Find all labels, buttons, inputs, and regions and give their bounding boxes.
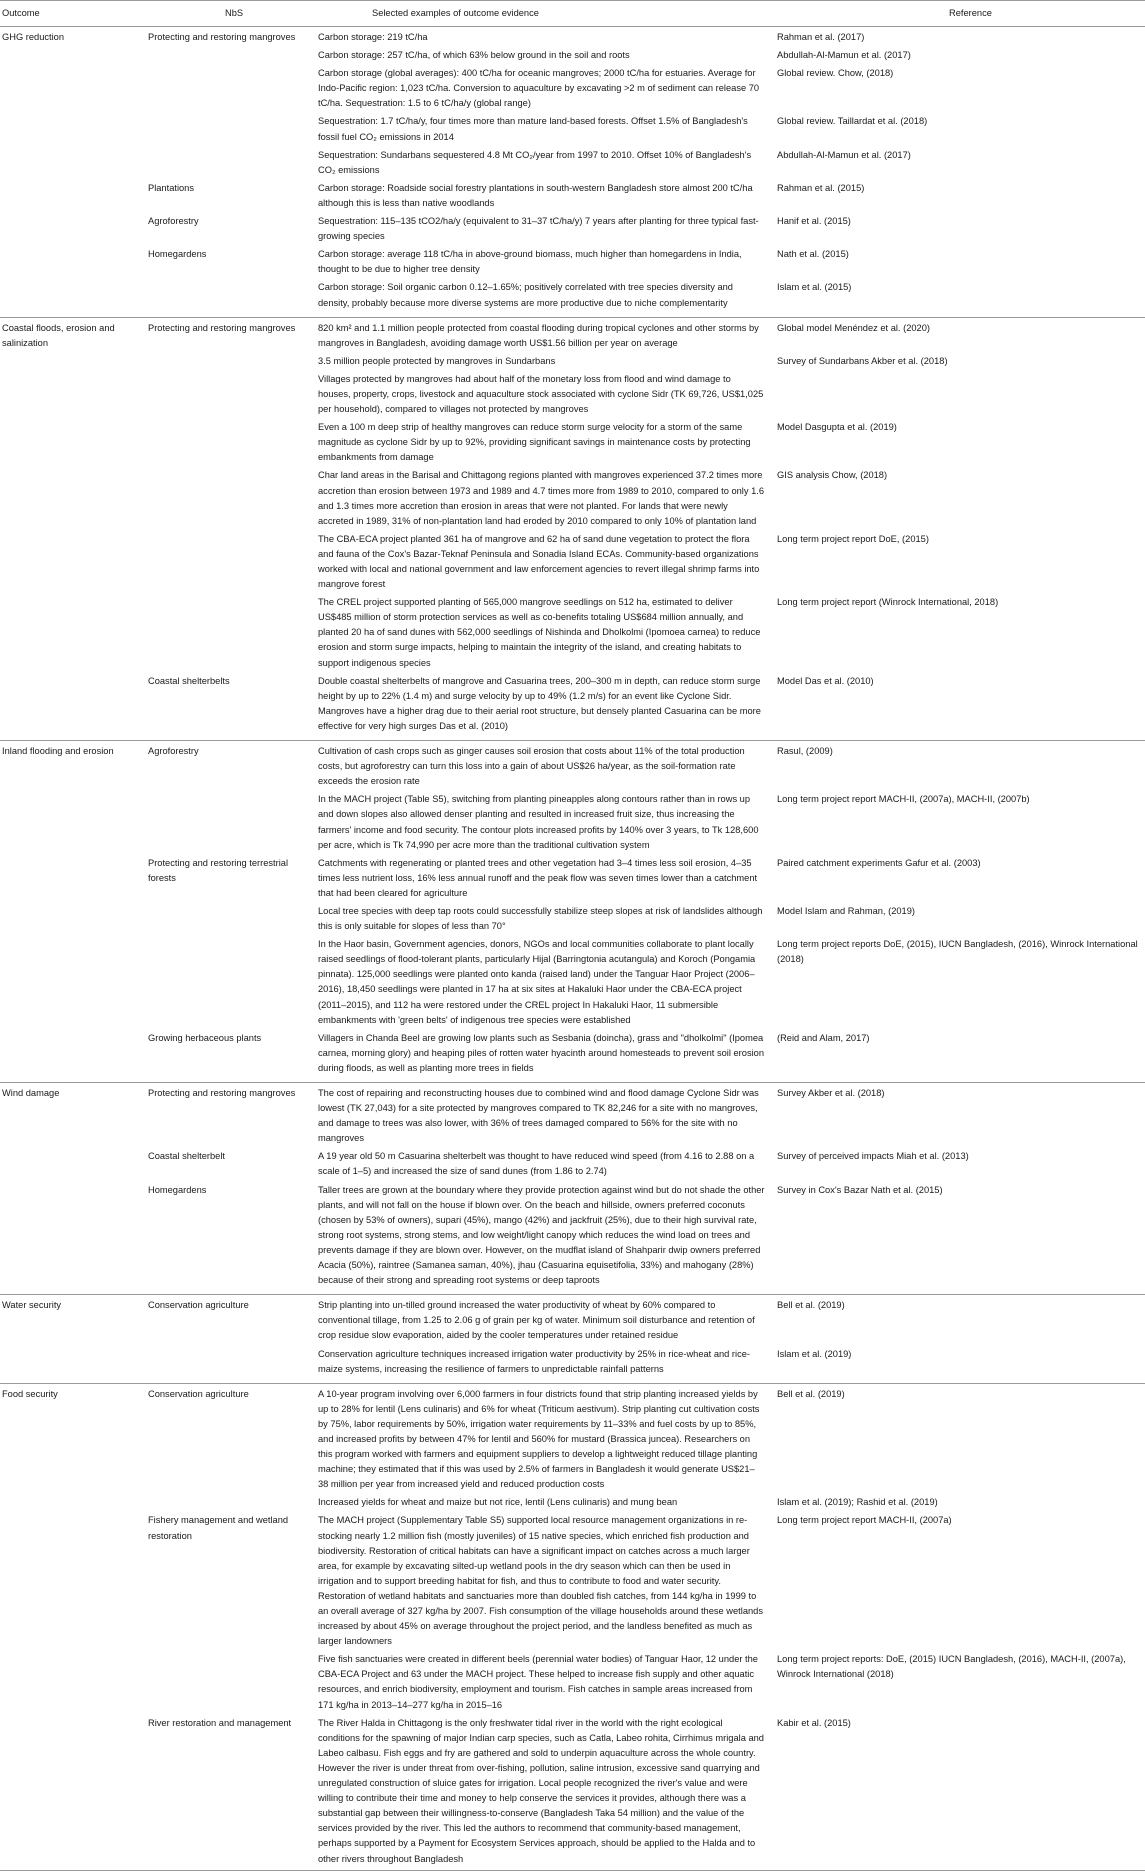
header-outcome: Outcome xyxy=(0,1,147,27)
outcome-cell xyxy=(0,1492,147,1510)
evidence-cell: Conservation agriculture techniques increased irrigation water productivity by 25% in rice-wheat and rice-maize systems, increasing the resilience of farmers to unpredictable rainfall patterns xyxy=(318,1348,751,1374)
nbs-cell xyxy=(147,1344,316,1384)
outcome-cell xyxy=(0,369,147,417)
reference-cell: Paired catchment experiments Gafur et al. (2003) xyxy=(777,857,981,868)
reference-cell: Global review. Chow, (2018) xyxy=(777,68,894,79)
reference-cell: Model Islam and Rahman, (2019) xyxy=(777,905,915,916)
outcome-cell xyxy=(0,244,147,277)
evidence-cell: Carbon storage: 219 tC/ha xyxy=(316,27,775,46)
reference-cell: Abdullah-Al-Mamun et al. (2017) xyxy=(777,50,911,61)
evidence-cell: Villagers in Chanda Beel are growing low plants such as Sesbania (doincha), grass and "dholkolmi" (Ipomea carnea, morning glory) and heaping piles of rotten water hyacinth around homesteads to prevent soil erosion during floods, as well as planting more trees in fields xyxy=(318,1032,764,1073)
reference-cell: Kabir et al. (2015) xyxy=(775,1713,1145,1870)
table-row xyxy=(0,934,1145,1028)
nbs-cell xyxy=(147,934,316,1028)
evidence-cell: Strip planting into un-tilled ground increased the water productivity of wheat by 60% compared to conventional tillage, from 1.25 to 2.06 g of grain per kg of water. Minimum soil disturbance and retention of crop residue slow evaporation, aided by the cooler temperatures under retained residue xyxy=(316,1295,775,1344)
evidence-cell: Increased yields for wheat and maize but not rice, lentil (Lens culinaris) and mung bean xyxy=(318,1497,678,1508)
reference-cell: Survey Akber et al. (2018) xyxy=(775,1083,1145,1147)
nbs-cell: Protecting and restoring terrestrial forests xyxy=(148,857,289,883)
reference-cell: Model Dasgupta et al. (2019) xyxy=(777,422,897,433)
table-row xyxy=(0,1083,1145,1147)
table-row xyxy=(0,741,1145,790)
table-row xyxy=(0,529,1145,592)
reference-cell: Nath et al. (2015) xyxy=(777,249,849,260)
table-row xyxy=(0,317,1145,351)
nbs-cell: Protecting and restoring mangroves xyxy=(147,1083,316,1147)
nbs-cell xyxy=(147,145,316,178)
outcome-cell xyxy=(0,211,147,244)
reference-cell: Long term project reports: DoE, (2015) IUCN Bangladesh, (2016), MACH-II, (2007a), Winrock International (2018) xyxy=(777,1654,1126,1680)
nbs-cell: Fishery management and wetland restoration xyxy=(148,1515,289,1541)
table-row xyxy=(0,1180,1145,1295)
evidence-cell: A 19 year old 50 m Casuarina shelterbelt was thought to have reduced wind speed (from 4.16 to 2.88 on a scale of 1–5) and increased the size of sand dunes (from 1.86 to 2.74) xyxy=(318,1151,755,1177)
nbs-cell xyxy=(147,63,316,111)
reference-cell: Global review. Taillardat et al. (2018) xyxy=(777,116,928,127)
reference-cell: Islam et al. (2019); Rashid et al. (2019) xyxy=(777,1497,938,1508)
reference-cell: Abdullah-Al-Mamun et al. (2017) xyxy=(777,149,911,160)
reference-cell: Global model Menéndez et al. (2020) xyxy=(775,317,1145,351)
reference-cell: Survey in Cox's Bazar Nath et al. (2015) xyxy=(777,1184,943,1195)
nbs-cell: Agroforestry xyxy=(148,216,199,227)
table-row xyxy=(0,789,1145,852)
nbs-cell xyxy=(147,1492,316,1510)
nbs-cell: Coastal shelterbelts xyxy=(148,675,230,686)
evidence-cell: In the MACH project (Table S5), switching from planting pineapples along contours rather than in rows up and down slopes also allowed denser planting and resulted in increased fruit size, thus increasing the farmers' income and food security. The contour plots increased profits by 140% over 3 years, to Tk 128,600 per acre, which is Tk 74,990 per acre more than the traditional cultivation system xyxy=(318,794,759,850)
table-header xyxy=(0,1,1145,27)
reference-cell: GIS analysis Chow, (2018) xyxy=(777,470,888,481)
nbs-cell xyxy=(147,465,316,528)
evidence-cell: Taller trees are grown at the boundary where they provide protection against wind but do not shade the other plants, and will not fall on the house if blown over. On the beach and hillside, owners preferred coconuts (chosen by 53% of owners), supari (45%), mango (42%) and jackfruit (25%), due to their high survival rate, strong root systems, strong stems, and low weight/light canopy which reduces the wind load on trees and prevents damage if they are blown over. However, on the mudflat island of Shahparir dwip owners preferred Acacia (50%), raintree (Samanea saman, 40%), jhau (Casuarina equisetifolia, 33%) and mahogany (28%) because of their strong and spreading root systems or deep taproots xyxy=(318,1184,765,1286)
evidence-cell: A 10-year program involving over 6,000 farmers in four districts found that strip planting increased yields by up to 28% for lentil (Lens culinaris) and 6% for wheat (Triticum aestivum). Strip planting cut cultivation costs by 75%, labor requirements by 50%, irrigation water requirements by 11–33% and fuel costs by up to 85%, and increased profits by between 47% for lentil and 560% for mustard (Brassica juncea). Researchers on this program worked with farmers and equipment suppliers to develop a lightweight reduced tillage planting machine; they estimated that if this was used by 2.5% of farmers in Bangladesh it would generate US$21–38 million per year from increased yield and reduced production costs xyxy=(316,1383,775,1492)
evidence-cell: Carbon storage: average 118 tC/ha in above-ground biomass, much higher than homegardens in India, thought to be due to higher tree density xyxy=(318,249,742,275)
table-row xyxy=(0,211,1145,244)
table-row xyxy=(0,417,1145,465)
outcome-cell xyxy=(0,417,147,465)
evidence-cell: Carbon storage (global averages): 400 tC/ha for oceanic mangroves; 2000 tC/ha for estuaries. Average for Indo-Pacific region: 1,023 tC/ha. Conversion to aquaculture by excavating >2 m of sediment can release 70 tC/ha. Sequestration: 1.5 to 6 tC/ha/y (global range) xyxy=(318,68,760,109)
table-row xyxy=(0,853,1145,901)
reference-cell: Rahman et al. (2015) xyxy=(777,182,865,193)
outcome-cell xyxy=(0,1344,147,1384)
outcome-cell: Coastal floods, erosion and salinization xyxy=(0,317,147,351)
table-row xyxy=(0,1383,1145,1492)
evidence-cell: The River Halda in Chittagong is the only freshwater tidal river in the world with the right ecological conditions for the spawning of major Indian carp species, such as Catla, Labeo rohita, Cirrhimus mrigala and Labeo calbasu. Fish eggs and fry are gathered and sold to underpin aquaculture across the whole country. However the river is under threat from over-fishing, pollution, saline intrusion, excessive sand quarrying and unregulated construction of sluice gates for irrigation. Local people recognized the river's value and were willing to contribute their time and money to help conserve the services it provides, although there was a substantial gap between their willingness-to-conserve (Bangladesh Taka 54 million) and the value of the services provided by the river. This led the authors to recommend that community-based management, perhaps supported by a Payment for Ecosystem Services approach, should be applied to the Halda and to other rivers throughout Bangladesh xyxy=(316,1713,775,1870)
outcome-cell xyxy=(0,465,147,528)
table-row xyxy=(0,1028,1145,1083)
nbs-cell: Agroforestry xyxy=(147,741,316,790)
evidence-cell: Cultivation of cash crops such as ginger causes soil erosion that costs about 11% of the total production costs, but agroforestry can turn this loss into a gain of about US$26 ha/year, as the soil-formation rate exceeds the erosion rate xyxy=(316,741,775,790)
outcome-cell xyxy=(0,1180,147,1295)
reference-cell: Survey of Sundarbans Akber et al. (2018) xyxy=(777,355,948,366)
evidence-cell: The CBA-ECA project planted 361 ha of mangrove and 62 ha of sand dune vegetation to protect the flora and fauna of the Cox's Bazar-Teknaf Peninsula and Sonadia Island ECAs. Community-based organizations worked with local and national government and law enforcement agencies to revert illegal shrimp farms into mangrove forest xyxy=(318,533,760,590)
evidence-cell: Carbon storage: Roadside social forestry plantations in south-western Bangladesh store almost 200 tC/ha although this is less than native woodlands xyxy=(318,182,753,208)
header-row xyxy=(0,1,1145,27)
table-row xyxy=(0,901,1145,934)
outcome-cell xyxy=(0,45,147,63)
nbs-cell: Plantations xyxy=(148,182,194,193)
outcome-cell xyxy=(0,934,147,1028)
evidence-cell: Double coastal shelterbelts of mangrove and Casuarina trees, 200–300 m in depth, can reduce storm surge height by up to 22% (1.4 m) and surge velocity by up to 49% (1.2 m/s) for an event like Cyclone Sidr. Mangroves have a higher drag due to their aerial root structure, but densely planted Casuarina can be more effective for very high surges Das et al. (2010) xyxy=(318,675,761,731)
reference-cell: Long term project report MACH-II, (2007a), MACH-II, (2007b) xyxy=(777,794,1030,805)
outcome-cell: Wind damage xyxy=(0,1083,147,1147)
nbs-cell: Homegardens xyxy=(148,1184,207,1195)
evidence-cell: Catchments with regenerating or planted trees and other vegetation had 3–4 times less soil erosion, 4–35 times less nutrient loss, 16% less annual runoff and the peak flow was seven times lower than a catchment that had been cleared for agriculture xyxy=(318,857,758,898)
reference-cell: Rasul, (2009) xyxy=(775,741,1145,790)
outcome-cell xyxy=(0,592,147,670)
evidence-cell: 3.5 million people protected by mangroves in Sundarbans xyxy=(318,355,556,366)
outcome-cell xyxy=(0,1028,147,1083)
reference-cell: Long term project reports DoE, (2015), IUCN Bangladesh, (2016), Winrock International (2018) xyxy=(777,939,1138,965)
reference-cell: Islam et al. (2015) xyxy=(777,282,852,293)
reference-cell: Long term project report (Winrock International, 2018) xyxy=(777,597,999,608)
table-row xyxy=(0,1649,1145,1712)
table-row xyxy=(0,671,1145,741)
table-row xyxy=(0,45,1145,63)
evidence-cell: Sequestration: 1.7 tC/ha/y, four times more than mature land-based forests. Offset 1.5% of Bangladesh's fossil fuel CO₂ emissions in 2014 xyxy=(318,116,748,142)
nbs-cell: Conservation agriculture xyxy=(147,1383,316,1492)
evidence-cell: The MACH project (Supplementary Table S5) supported local resource management organizations in re-stocking nearly 1.2 million fish (mostly juveniles) of 15 native species, which enriched fish production and biodiversity. Restoration of critical habitats can have a significant impact on catches across a much larger area, for example by excavating silted-up wetland pools in the dry season which can then be used in irrigation and to support breeding habitat for fish, and thus to contribute to food and water security. Restoration of wetland habitats and sanctuaries more than doubled fish catches, from 144 kg/ha in 1999 to an overall average of 327 kg/ha by 2007. Fish consumption of the village households around these wetlands increased by about 45% on average throughout the project period, and the landless benefited as much as larger landowners xyxy=(318,1515,763,1647)
reference-cell: Long term project report DoE, (2015) xyxy=(777,533,929,544)
nbs-cell: Homegardens xyxy=(148,249,207,260)
reference-cell: Bell et al. (2019) xyxy=(775,1383,1145,1492)
nbs-cell xyxy=(147,417,316,465)
evidence-cell: Even a 100 m deep strip of healthy mangroves can reduce storm surge velocity for a storm of the same magnitude as cyclone Sidr by up to 92%, providing significant savings in maintenance costs by protecting embankments from damage xyxy=(318,422,751,463)
nbs-cell: Conservation agriculture xyxy=(147,1295,316,1344)
outcome-cell xyxy=(0,63,147,111)
reference-cell: Bell et al. (2019) xyxy=(775,1295,1145,1344)
header-nbs: NbS xyxy=(147,1,316,27)
table-row xyxy=(0,145,1145,178)
table-body xyxy=(0,27,1145,1871)
table-row xyxy=(0,351,1145,369)
table-row xyxy=(0,27,1145,46)
outcome-cell xyxy=(0,853,147,901)
nbs-cell xyxy=(147,369,316,417)
evidence-cell: Five fish sanctuaries were created in different beels (perennial water bodies) of Tanguar Haor, 12 under the CBA-ECA Project and 63 under the MACH project. These helped to increase fish supply and other aquatic resources, and enrich biodiversity, employment and tourism. Fish catches in sample areas increased from 171 kg/ha in 2013–14–277 kg/ha in 2015–16 xyxy=(318,1654,758,1710)
evidence-cell: 820 km² and 1.1 million people protected from coastal flooding during tropical cyclones and other storms by mangroves in Bangladesh, avoiding damage worth US$1.56 billion per year on average xyxy=(316,317,775,351)
outcome-cell xyxy=(0,1146,147,1179)
reference-cell: Islam et al. (2019) xyxy=(777,1348,852,1359)
outcome-cell xyxy=(0,178,147,211)
outcome-cell xyxy=(0,529,147,592)
outcome-cell: GHG reduction xyxy=(0,27,147,46)
evidence-cell: In the Haor basin, Government agencies, donors, NGOs and local communities collaborate to plant locally raised seedlings of flood-tolerant plants, particularly Hijal (Barringtonia acutangula) and Koroch (Pongamia pinnata). 125,000 seedlings were planted onto kanda (raised land) under the Tanguar Haor Project (2006–2016), 18,450 seedlings were planted in 17 ha at six sites at Hakaluki Haor under the CBA-ECA project (2011–2015), and 112 ha were restored under the CREL project In Hakaluki Haor, 11 submersible embankments with 'green belts' of indigenous tree species were established xyxy=(318,939,756,1025)
nbs-cell xyxy=(147,901,316,934)
nbs-cell: Coastal shelterbelt xyxy=(148,1151,225,1162)
reference-cell: Model Das et al. (2010) xyxy=(777,675,874,686)
reference-cell: Hanif et al. (2015) xyxy=(777,216,851,227)
outcome-cell xyxy=(0,901,147,934)
nbs-cell: Protecting and restoring mangroves xyxy=(147,317,316,351)
reference-cell xyxy=(775,369,1145,417)
nbs-cell xyxy=(147,45,316,63)
outcome-cell xyxy=(0,111,147,144)
evidence-cell: Carbon storage: Soil organic carbon 0.12–1.65%; positively correlated with tree species diversity and density, probably because more diverse systems are more productive due to niche complementarity xyxy=(318,282,733,308)
outcome-cell xyxy=(0,1713,147,1870)
outcome-cell: Food security xyxy=(0,1383,147,1492)
nbs-cell xyxy=(147,111,316,144)
evidence-cell: Sequestration: Sundarbans sequestered 4.8 Mt CO₂/year from 1997 to 2010. Offset 10% of Bangladesh's CO₂ emissions xyxy=(318,149,752,175)
outcome-cell: Inland flooding and erosion xyxy=(0,741,147,790)
header-evidence: Selected examples of outcome evidence xyxy=(316,1,775,27)
table-row xyxy=(0,1713,1145,1870)
table-row xyxy=(0,369,1145,417)
outcome-cell xyxy=(0,145,147,178)
table-row xyxy=(0,465,1145,528)
table-row xyxy=(0,1295,1145,1344)
nbs-cell xyxy=(147,529,316,592)
nbs-cell xyxy=(147,789,316,852)
table-row xyxy=(0,63,1145,111)
nbs-cell: Protecting and restoring mangroves xyxy=(147,27,316,46)
outcome-cell xyxy=(0,1649,147,1712)
nbs-cell xyxy=(147,592,316,670)
nbs-cell: River restoration and management xyxy=(147,1713,316,1870)
evidence-cell: Carbon storage: 257 tC/ha, of which 63% below ground in the soil and roots xyxy=(318,50,630,61)
evidence-cell: The cost of repairing and reconstructing houses due to combined wind and flood damage Cyclone Sidr was lowest (TK 27,043) for a site protected by mangroves compared to TK 82,246 for a site with no mangroves, and damage to trees was also lower, with 36% of trees damaged compared to 56% for the site with no mangroves xyxy=(316,1083,775,1147)
nbs-cell: Growing herbaceous plants xyxy=(148,1032,262,1043)
outcome-cell xyxy=(0,1510,147,1649)
evidence-cell: Sequestration: 115–135 tCO2/ha/y (equivalent to 31–37 tC/ha/y) 7 years after planting for three typical fast-growing species xyxy=(318,216,759,242)
nbs-cell xyxy=(147,351,316,369)
nbs-cell xyxy=(147,1649,316,1712)
table-row xyxy=(0,111,1145,144)
reference-cell: (Reid and Alam, 2017) xyxy=(777,1032,870,1043)
reference-cell: Long term project report MACH-II, (2007a) xyxy=(777,1515,952,1526)
table-row xyxy=(0,277,1145,317)
table-row xyxy=(0,1146,1145,1179)
nbs-cell xyxy=(147,277,316,317)
outcome-cell xyxy=(0,277,147,317)
outcome-cell: Water security xyxy=(0,1295,147,1344)
evidence-cell: Local tree species with deep tap roots could successfully stabilize steep slopes at risk of landslides although this is only suitable for slopes of less than 70° xyxy=(318,905,763,932)
table-row xyxy=(0,1510,1145,1649)
header-reference: Reference xyxy=(775,1,1145,27)
table-row xyxy=(0,592,1145,670)
table-row xyxy=(0,178,1145,211)
outcome-cell xyxy=(0,351,147,369)
table-row xyxy=(0,1344,1145,1384)
table-row xyxy=(0,244,1145,277)
outcome-cell xyxy=(0,789,147,852)
table-row xyxy=(0,1492,1145,1510)
reference-cell: Survey of perceived impacts Miah et al. (2013) xyxy=(777,1151,969,1162)
evidence-cell: The CREL project supported planting of 565,000 mangrove seedlings on 512 ha, estimated to deliver US$485 million of storm protection services as well as co-benefits totaling US$684 million annually, and planted 20 ha of sand dunes with 562,000 seedlings of Nishinda and Dholkolmi (Ipomoea carnea) to reduce erosion and storm surge impacts, helping to maintain the integrity of the island, and creating habitats to support indigenous species xyxy=(318,597,761,668)
reference-cell: Rahman et al. (2017) xyxy=(775,27,1145,46)
outcome-cell xyxy=(0,671,147,741)
evidence-cell: Villages protected by mangroves had about half of the monetary loss from flood and wind damage to houses, property, crops, livestock and aquaculture stock associated with cyclone Sidr (TK 69,726, US$1,025 per household), compared to villages not protected by mangroves xyxy=(318,373,764,415)
evidence-cell: Char land areas in the Barisal and Chittagong regions planted with mangroves experienced 37.2 times more accretion than erosion between 1973 and 1989 and 4.7 times more from 1989 to 2010, compared to only 1.6 and 1.3 times more accretion than erosion in areas that were not planted. For lands that were newly accreted in 1989, 31% of non-plantation land had eroded by 2010 compared to only 10% of plantation land xyxy=(318,470,765,526)
